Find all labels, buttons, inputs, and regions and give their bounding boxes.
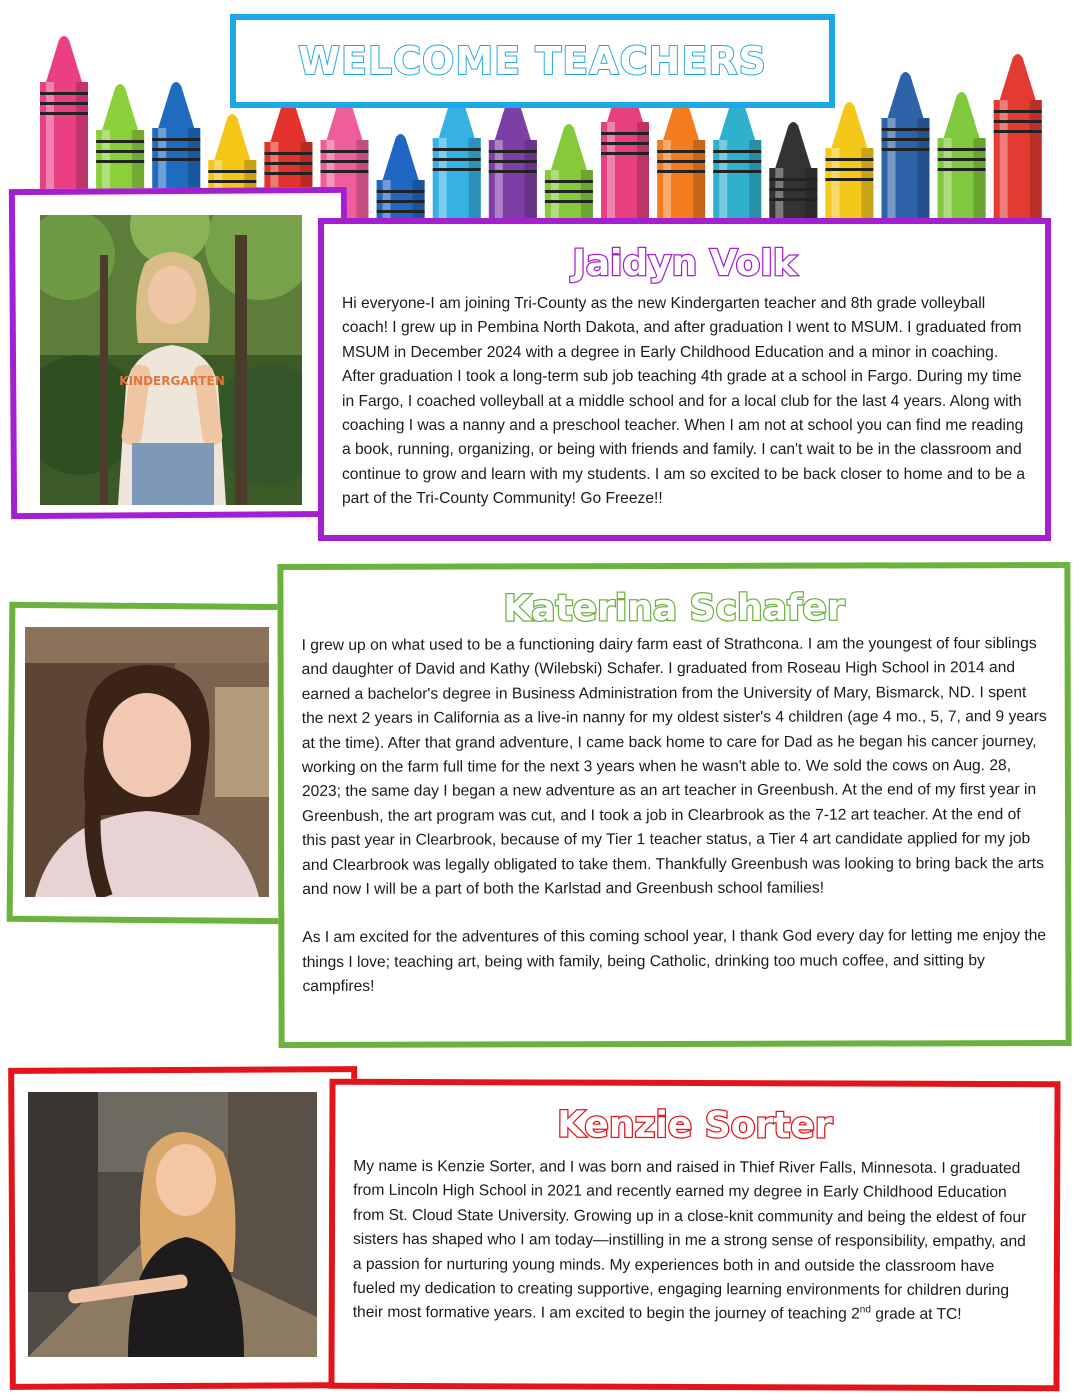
crayon — [545, 124, 593, 222]
page-title: WELCOME TEACHERS — [298, 39, 767, 83]
photo-kenzie-sorter — [28, 1092, 317, 1357]
teacher-name: Kenzie Sorter — [557, 1104, 833, 1147]
teacher-bio — [302, 632, 1048, 1000]
bio-box-katerina — [277, 562, 1071, 1048]
crayon — [882, 72, 930, 222]
bio-text: My name is Kenzie Sorter, and I was born and raised in Thief River Falls, Minnesota. I graduated from Lincoln High School in 2021 and recently earned my degree in Early Childhood Education from St. Cloud State University. Growing up in a close-knit community and being the eldest of four sisters has shaped who I am today—instilling in me a strong sense of responsibility, empathy, and a passion for nurturing young minds. My experiences both in and outside the classroom have fueled my dedication to creating supportive, engaging learning environments for children during their most formative years. I am excited to begin the journey of teaching 2 — [352, 1157, 1027, 1324]
bio-box-kenzie — [328, 1079, 1060, 1392]
crayon — [994, 54, 1042, 222]
crayon — [489, 94, 537, 222]
teacher-name: Jaidyn Volk — [572, 243, 797, 284]
bio-box-jaidyn — [318, 218, 1051, 541]
bio-superscript: nd — [859, 1304, 871, 1316]
crayon — [377, 134, 425, 222]
crayon — [657, 94, 705, 222]
crayon — [825, 102, 873, 222]
photo-jaidyn-volk — [40, 215, 302, 505]
title-banner — [230, 14, 835, 108]
bio-paragraph: As I am excited for the adventures of this coming school year, I thank God every day for letting me enjoy the things I love; teaching art, being with family, being Catholic, drinking too much coffee, and sitting by campfires! — [302, 927, 1047, 996]
bio-text-end: grade at TC! — [870, 1306, 962, 1324]
teacher-bio — [342, 292, 1027, 512]
crayon — [433, 92, 481, 222]
crayon — [713, 94, 761, 222]
bio-paragraph: I grew up on what used to be a functioning dairy farm east of Strathcona. I am the youngest of four siblings and daughter of David and Kathy (Wilebski) Schafer. I graduated from Roseau High School in 2014 and earned a bachelor's degree in Business Administration from the University of Mary, Bismarck, ND. I spent the next 2 years in California as a live-in nanny for my oldest sister's 4 children (age 4 mo., 5, 7, and 9 years at the time). After that grand adventure, I came back home to care for Dad as he began his cancer journey, working on the farm full time for the next 3 years when he wasn't able to. We sold the cows on Aug. 28, 2023; the same day I began a new adventure as an art teacher in Greenbush. At the end of my first year in Greenbush, the art program was cut, and I took a job in Clearbrook as the 7-12 art teacher. At the end of this past year in Clearbrook, because of my Tier 1 teacher status, a Tier 4 art candidate applied for my job and Clearbrook was legally obligated to take them. Thankfully Greenbush was looking to bring back the arts and now I will be a part of both the Karlstad and Greenbush school families! — [301, 635, 1047, 899]
photo-katerina-schafer — [25, 627, 269, 897]
bio-paragraph — [353, 1155, 1037, 1328]
teacher-bio — [353, 1155, 1037, 1328]
crayon — [769, 122, 817, 222]
crayon — [938, 92, 986, 222]
shirt-text: KINDERGARTEN — [119, 374, 225, 388]
bio-paragraph: Hi everyone-I am joining Tri-County as the new Kindergarten teacher and 8th grade volleyball coach! I grew up in Pembina North Dakota, and after graduation I went to MSUM. I graduated from MSUM in December 2024 with a degree in Early Childhood Education and a minor in coaching. After graduation I took a long-term sub job teaching 4th grade at a school in Fargo. During my time in Fargo, I coached volleyball at a middle school and for a local club for the last 4 years. Along with coaching I was a nanny and a preschool teacher. When I am not at school you can find me reading a book, running, organizing, or being with friends and family. I can't wait to be in the classroom and continue to grow and learn with my students. I am so excited to be back closer to home and to be a part of the Tri-County Community! Go Freeze!! — [342, 295, 1026, 508]
teacher-name: Katerina Schafer — [503, 587, 845, 630]
